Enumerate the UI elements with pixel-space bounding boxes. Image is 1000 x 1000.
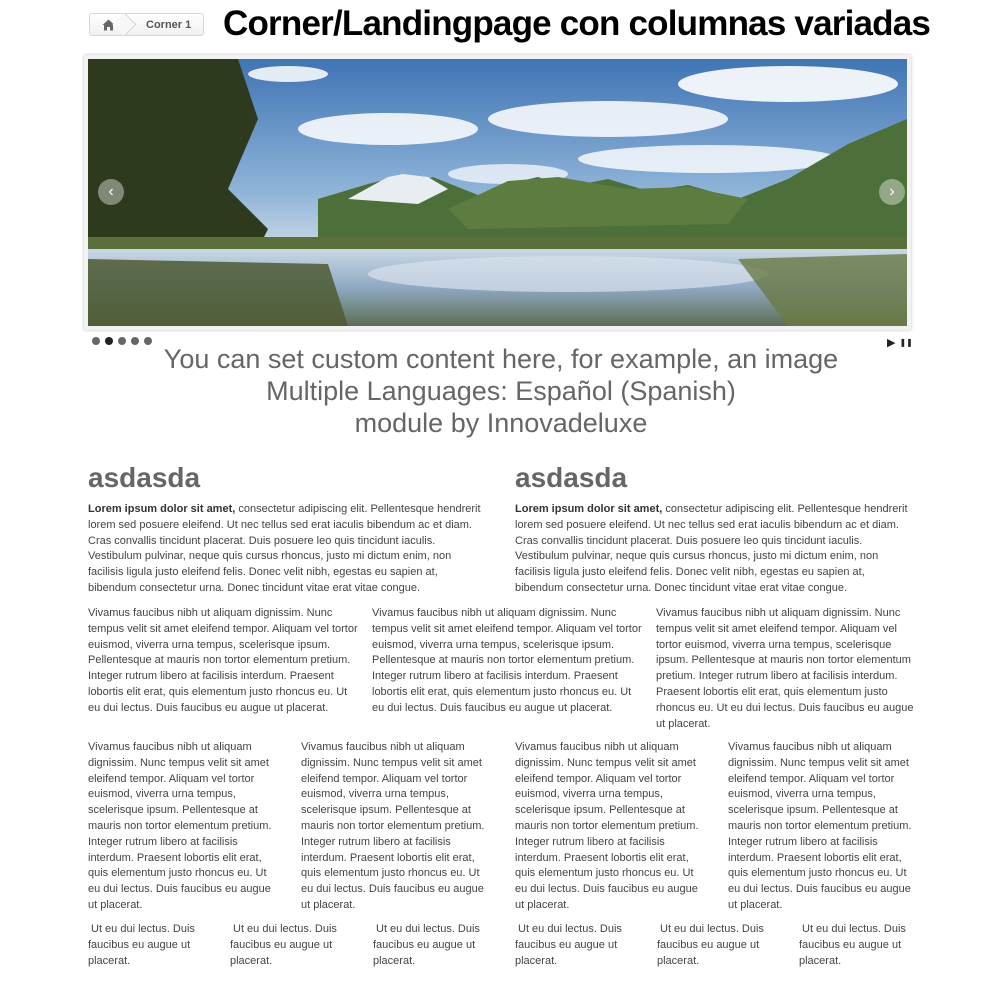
column-paragraph: Vivamus faucibus nibh ut aliquam dignissim. Nunc tempus velit sit amet eleifend tempor. Aliquam vel tortor euismod, viverra urna tempus, scelerisque ipsum. Pellentesque at mauris non tortor elementum pretium. Integer rutrum libero at facilisis interdum. Praesent lobortis elit erat, quis elementum justo rhoncus eu. Ut eu dui lectus. Duis faucibus eu augue ut placerat. <box>656 607 914 730</box>
column-paragraph: Ut eu dui lectus. Duis faucibus eu augue ut placerat. <box>373 923 480 967</box>
column-paragraph: Vivamus faucibus nibh ut aliquam dignissim. Nunc tempus velit sit amet eleifend tempor. Aliquam vel tortor euismod, viverra urna tempus, scelerisque ipsum. Pellentesque at mauris non tortor elementum pretium. Integer rutrum libero at facilisis interdum. Praesent lobortis elit erat, quis elementum justo rhoncus eu. Ut eu dui lectus. Duis faucibus eu augue ut placerat. <box>728 741 912 911</box>
chevron-right-icon: › <box>889 183 895 200</box>
lead-text: consectetur adipiscing elit. Pellentesque hendrerit lorem sed posuere eleifend. Ut nec tellus sed erat iaculis bibendum ac et diam. Cras convallis tincidunt placerat. Duis posuere leo quis tincidunt iaculis. Vestibulum pulvinar, neque quis cursus rhoncus, justo mi dictum enim, non facilisis ligula justo eleifend felis. Donec velit nibh, egestas eu sapien at, bibendum consectetur urna. Donec tincidunt vitae erat vitae congue. <box>515 503 908 594</box>
column-paragraph: Vivamus faucibus nibh ut aliquam dignissim. Nunc tempus velit sit amet eleifend tempor. Aliquam vel tortor euismod, viverra urna tempus, scelerisque ipsum. Pellentesque at mauris non tortor elementum pretium. Integer rutrum libero at facilisis interdum. Praesent lobortis elit erat, quis elementum justo rhoncus eu. Ut eu dui lectus. Duis faucibus eu augue ut placerat. <box>88 741 272 911</box>
landscape-image <box>88 59 907 326</box>
pause-icon[interactable]: ❚❚ <box>899 338 913 347</box>
column-paragraph: Ut eu dui lectus. Duis faucibus eu augue ut placerat. <box>230 923 337 967</box>
custom-content-line: You can set custom content here, for example, an image <box>163 344 839 374</box>
play-icon[interactable]: ▶ <box>887 337 896 349</box>
lead-bold: Lorem ipsum dolor sit amet, <box>515 503 663 515</box>
breadcrumb <box>89 13 204 36</box>
section-paragraph <box>88 502 488 597</box>
slider-next-button[interactable] <box>879 179 905 205</box>
lead-bold: Lorem ipsum dolor sit amet, <box>88 503 236 515</box>
slider-prev-button[interactable] <box>98 179 124 205</box>
section-heading: asdasda <box>88 462 201 493</box>
breadcrumb-home-link[interactable] <box>90 14 126 35</box>
custom-content-line: module by Innovadeluxe <box>354 408 648 438</box>
column-paragraph: Vivamus faucibus nibh ut aliquam dignissim. Nunc tempus velit sit amet eleifend tempor. Aliquam vel tortor euismod, viverra urna tempus, scelerisque ipsum. Pellentesque at mauris non tortor elementum pretium. Integer rutrum libero at facilisis interdum. Praesent lobortis elit erat, quis elementum justo rhoncus eu. Ut eu dui lectus. Duis faucibus eu augue ut placerat. <box>88 607 358 714</box>
column-paragraph: Ut eu dui lectus. Duis faucibus eu augue ut placerat. <box>799 923 906 967</box>
section-heading: asdasda <box>515 462 628 493</box>
column-paragraph: Vivamus faucibus nibh ut aliquam dignissim. Nunc tempus velit sit amet eleifend tempor. Aliquam vel tortor euismod, viverra urna tempus, scelerisque ipsum. Pellentesque at mauris non tortor elementum pretium. Integer rutrum libero at facilisis interdum. Praesent lobortis elit erat, quis elementum justo rhoncus eu. Ut eu dui lectus. Duis faucibus eu augue ut placerat. <box>515 741 699 911</box>
column-paragraph: Ut eu dui lectus. Duis faucibus eu augue ut placerat. <box>515 923 622 967</box>
column-paragraph: Vivamus faucibus nibh ut aliquam dignissim. Nunc tempus velit sit amet eleifend tempor. Aliquam vel tortor euismod, viverra urna tempus, scelerisque ipsum. Pellentesque at mauris non tortor elementum pretium. Integer rutrum libero at facilisis interdum. Praesent lobortis elit erat, quis elementum justo rhoncus eu. Ut eu dui lectus. Duis faucibus eu augue ut placerat. <box>372 607 642 714</box>
breadcrumb-current: Corner 1 <box>146 18 192 31</box>
custom-content-line: Multiple Languages: Español (Spanish) <box>266 376 736 406</box>
section-paragraph <box>515 502 915 597</box>
page-title: Corner/Landingpage con columnas variadas <box>223 4 931 43</box>
column-paragraph: Vivamus faucibus nibh ut aliquam dignissim. Nunc tempus velit sit amet eleifend tempor. Aliquam vel tortor euismod, viverra urna tempus, scelerisque ipsum. Pellentesque at mauris non tortor elementum pretium. Integer rutrum libero at facilisis interdum. Praesent lobortis elit erat, quis elementum justo rhoncus eu. Ut eu dui lectus. Duis faucibus eu augue ut placerat. <box>301 741 485 911</box>
column-paragraph: Ut eu dui lectus. Duis faucibus eu augue ut placerat. <box>88 923 195 967</box>
chevron-left-icon: ‹ <box>108 183 114 200</box>
column-paragraph: Ut eu dui lectus. Duis faucibus eu augue ut placerat. <box>657 923 764 967</box>
home-icon <box>102 19 115 31</box>
custom-content-block <box>90 343 912 439</box>
lead-text: consectetur adipiscing elit. Pellentesque hendrerit lorem sed posuere eleifend. Ut nec tellus sed erat iaculis bibendum ac et diam. Cras convallis tincidunt placerat. Duis posuere leo quis tincidunt iaculis. Vestibulum pulvinar, neque quis cursus rhoncus, justo mi dictum enim, non facilisis ligula justo eleifend felis. Donec velit nibh, egestas eu sapien at, bibendum consectetur urna. Donec tincidunt vitae erat vitae congue. <box>88 503 481 594</box>
image-slider[interactable] <box>84 55 911 330</box>
